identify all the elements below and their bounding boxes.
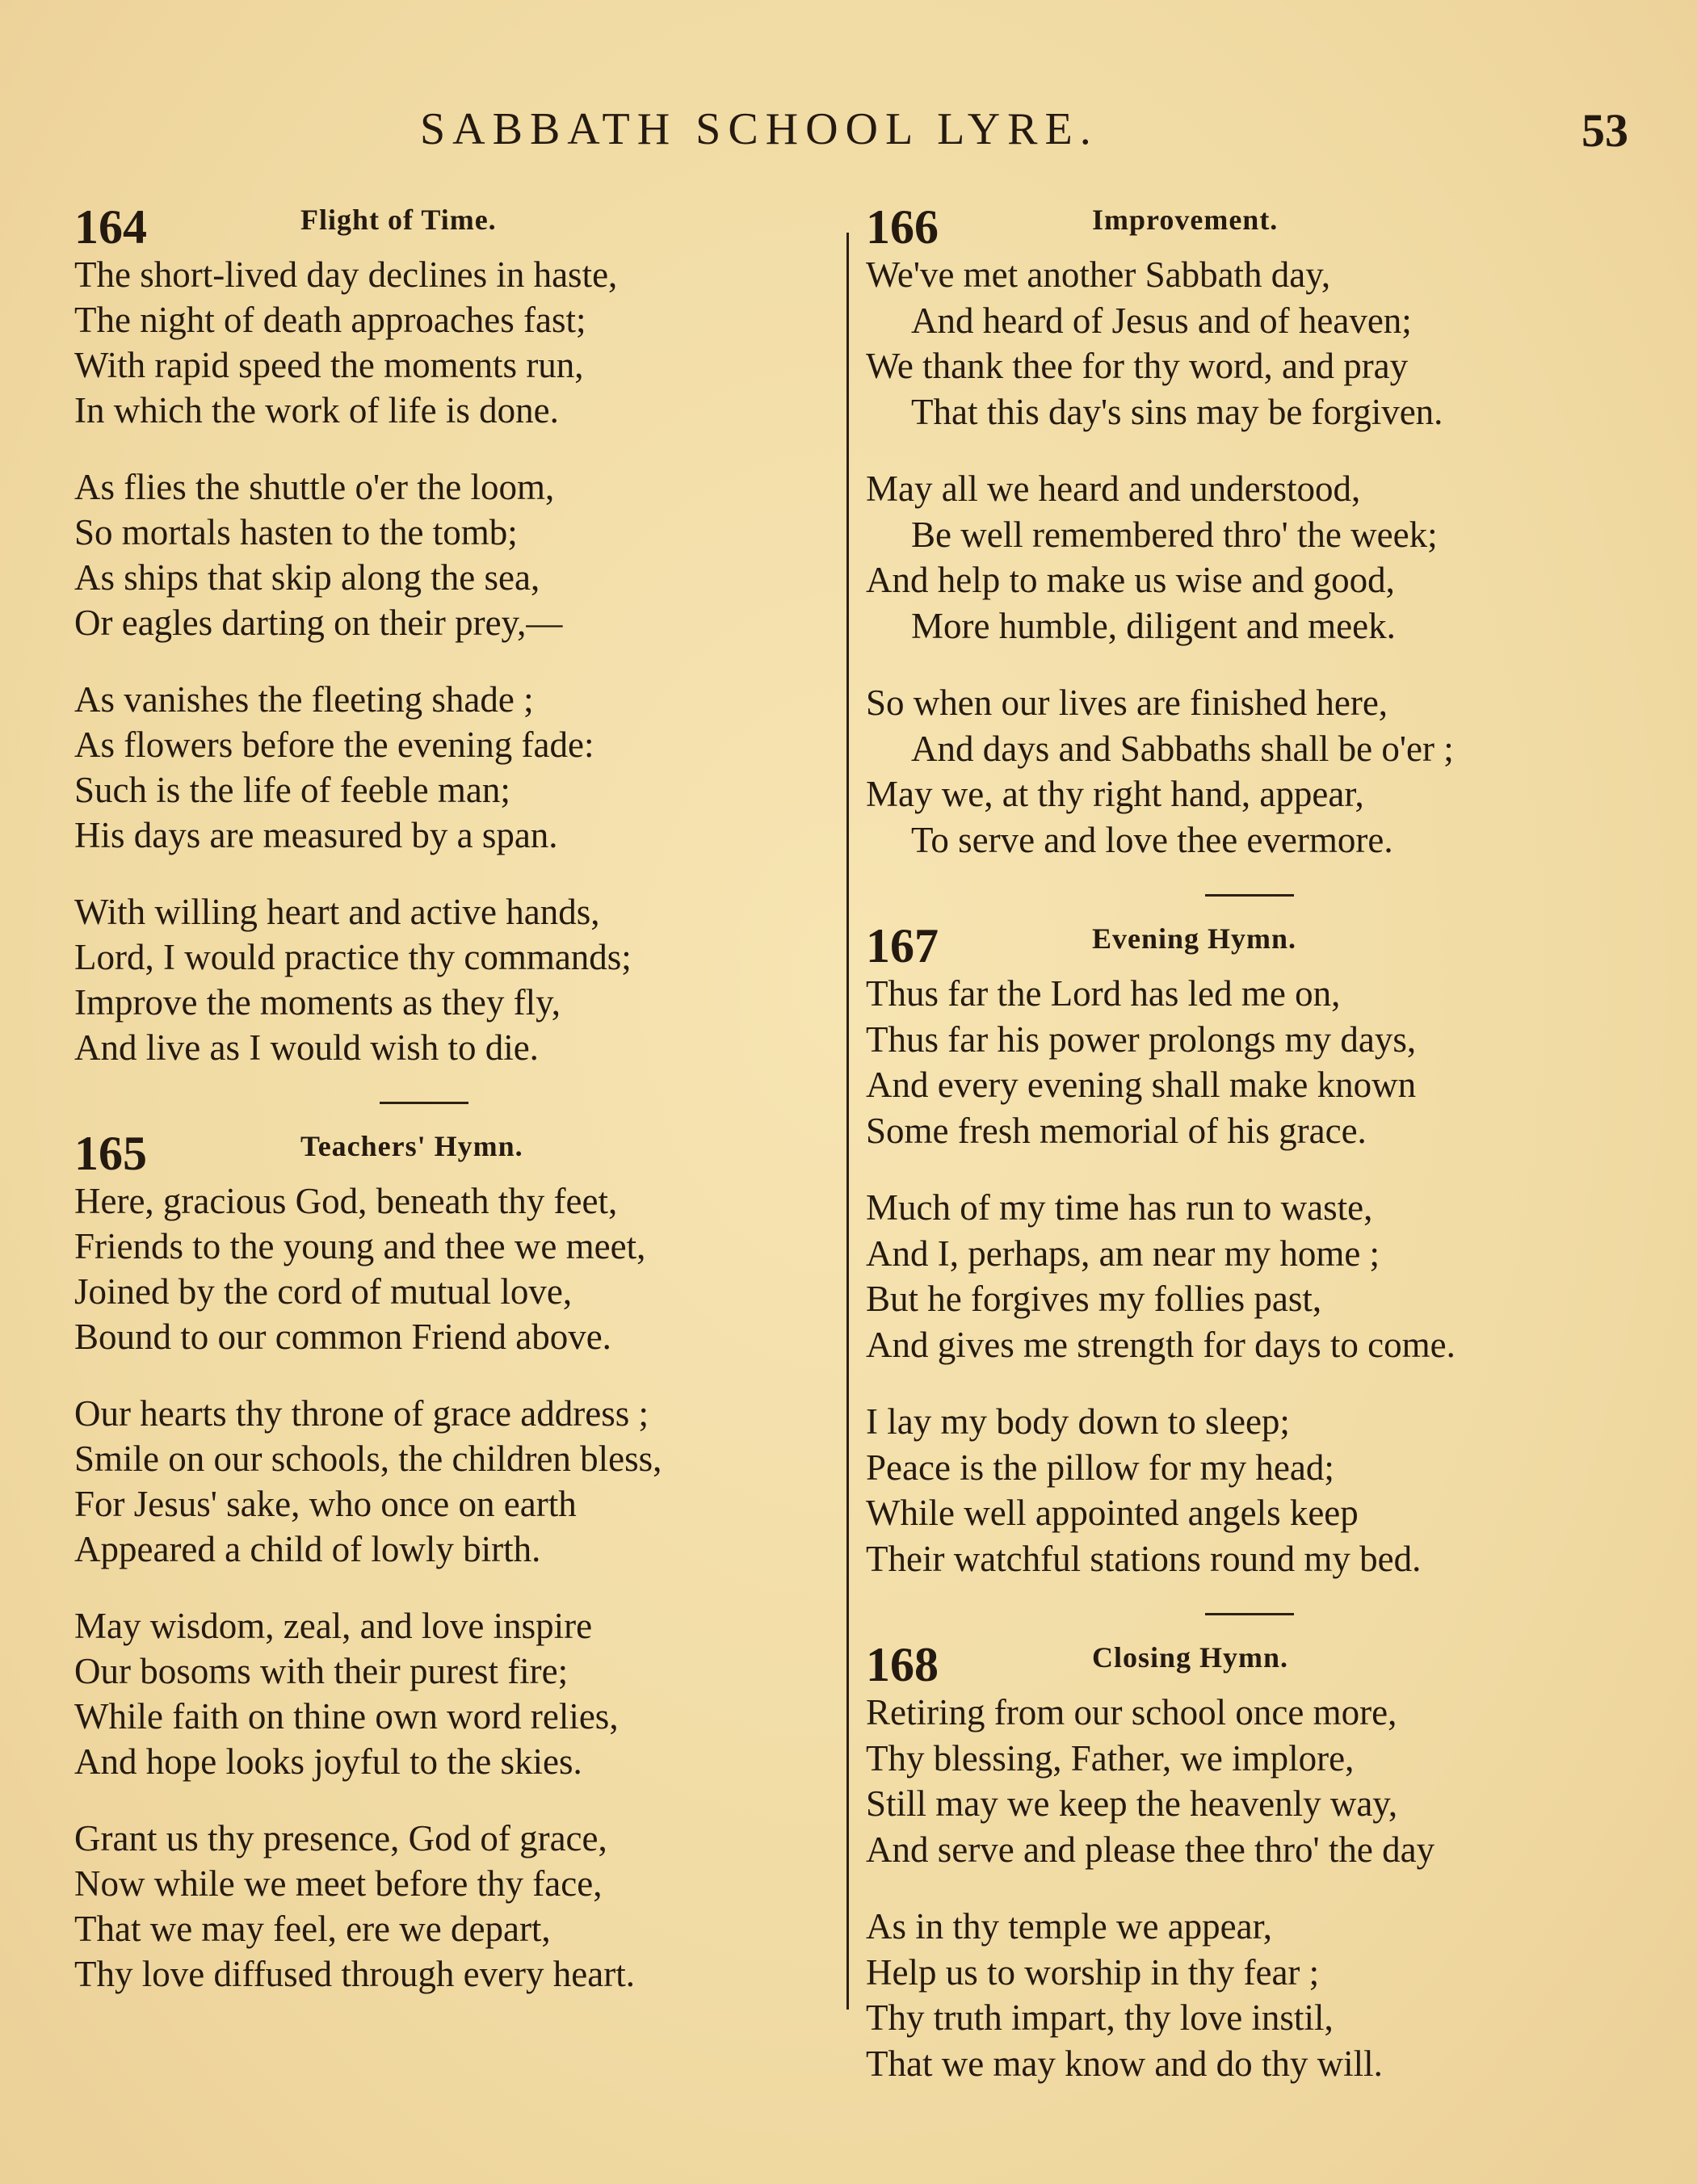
stanza: [74, 889, 850, 1070]
hymn-title: Improvement.: [1092, 204, 1279, 236]
verse-line: Such is the life of feeble man;: [74, 770, 510, 810]
verse-line: As vanishes the fleeting shade ;: [74, 679, 534, 720]
verse-line: Much of my time has run to waste,: [866, 1187, 1373, 1228]
verse-line: As ships that skip along the sea,: [74, 557, 540, 598]
verse-line: As flowers before the evening fade:: [74, 724, 594, 765]
verse-line: Smile on our schools, the children bless,: [74, 1438, 662, 1479]
verse-line: I lay my body down to sleep;: [866, 1401, 1290, 1442]
page-number: 53: [1581, 104, 1628, 157]
verse-line: Thus far the Lord has led me on,: [866, 973, 1341, 1014]
hymn-title: Flight of Time.: [300, 204, 497, 236]
hymn-title: Evening Hymn.: [1092, 922, 1297, 955]
hymn-heading: [74, 202, 850, 252]
verse-line: Now while we meet before thy face,: [74, 1863, 603, 1904]
hymn-title: Closing Hymn.: [1092, 1641, 1289, 1674]
stanza: [74, 677, 850, 858]
verse-line: Or eagles darting on their prey,—: [74, 603, 563, 643]
verse-line: His days are measured by a span.: [74, 815, 558, 855]
stanza: [74, 464, 850, 645]
verse-line: The night of death approaches fast;: [74, 300, 586, 340]
verse-line: May wisdom, zeal, and love inspire: [74, 1606, 593, 1646]
hymn-title: Teachers' Hymn.: [300, 1130, 523, 1162]
verse-line: Appeared a child of lowly birth.: [74, 1529, 541, 1569]
left-column: [74, 202, 850, 2028]
hymn-164: [74, 202, 850, 1070]
verse-line: Lord, I would practice thy commands;: [74, 937, 632, 977]
verse-line: That we may know and do thy will.: [866, 2043, 1383, 2084]
verse-line: That we may feel, ere we depart,: [74, 1909, 551, 1949]
stanza: [866, 680, 1641, 863]
verse-line: May all we heard and understood,: [866, 468, 1361, 509]
verse-line: In which the work of life is done.: [74, 390, 559, 430]
stanza: [866, 252, 1641, 435]
verse-line: While well appointed angels keep: [866, 1493, 1359, 1533]
section-rule: [1205, 894, 1294, 897]
verse-line: Thy truth impart, thy love instil,: [866, 1997, 1334, 2038]
verse-line: And serve and please thee thro' the day: [866, 1829, 1435, 1870]
verse-line: While faith on thine own word relies,: [74, 1696, 619, 1737]
verse-line: So when our lives are finished here,: [866, 682, 1388, 723]
verse-line: Improve the moments as they fly,: [74, 982, 561, 1023]
verse-line: Still may we keep the heavenly way,: [866, 1783, 1398, 1824]
verse-line: For Jesus' sake, who once on earth: [74, 1484, 577, 1524]
verse-line: Joined by the cord of mutual love,: [74, 1271, 573, 1312]
stanza: [866, 1690, 1641, 1872]
running-head: SABBATH SCHOOL LYRE.: [420, 104, 1098, 154]
verse-line: More humble, diligent and meek.: [911, 605, 1396, 646]
verse-line: Grant us thy presence, God of grace,: [74, 1818, 607, 1858]
verse-line: So mortals hasten to the tomb;: [74, 512, 518, 552]
verse-line: Thy love diffused through every heart.: [74, 1954, 635, 1994]
hymn-heading: [866, 921, 1641, 971]
verse-line: And heard of Jesus and of heaven;: [911, 300, 1412, 341]
verse-line: Our bosoms with their purest fire;: [74, 1651, 569, 1691]
verse-line: Peace is the pillow for my head;: [866, 1447, 1334, 1488]
verse-line: And help to make us wise and good,: [866, 560, 1395, 600]
hymn-number: 164: [74, 200, 147, 254]
verse-line: To serve and love thee evermore.: [911, 819, 1393, 860]
stanza: [866, 466, 1641, 649]
verse-line: May we, at thy right hand, appear,: [866, 774, 1364, 814]
hymn-168: [866, 1640, 1641, 2086]
stanza: [74, 252, 850, 433]
stanza: [74, 1178, 850, 1359]
verse-line: Their watchful stations round my bed.: [866, 1538, 1422, 1579]
verse-line: As flies the shuttle o'er the loom,: [74, 467, 555, 507]
verse-line: And days and Sabbaths shall be o'er ;: [911, 728, 1454, 769]
verse-line: We thank thee for thy word, and pray: [866, 346, 1409, 386]
stanza: [866, 1399, 1641, 1581]
verse-line: And gives me strength for days to come.: [866, 1324, 1455, 1365]
section-rule: [1205, 1613, 1294, 1615]
verse-line: And I, perhaps, am near my home ;: [866, 1233, 1380, 1274]
verse-line: But he forgives my follies past,: [866, 1279, 1322, 1319]
verse-line: Our hearts thy throne of grace address ;: [74, 1393, 649, 1434]
verse-line: Help us to worship in thy fear ;: [866, 1951, 1320, 1993]
verse-line: With rapid speed the moments run,: [74, 345, 584, 385]
stanza: [866, 1904, 1641, 2086]
stanza: [866, 971, 1641, 1153]
verse-line: Thy blessing, Father, we implore,: [866, 1737, 1355, 1779]
verse-line: And live as I would wish to die.: [74, 1027, 539, 1068]
verse-line: We've met another Sabbath day,: [866, 254, 1331, 295]
verse-line: Bound to our common Friend above.: [74, 1317, 611, 1357]
stanza: [866, 1185, 1641, 1367]
verse-line: Friends to the young and thee we meet,: [74, 1226, 646, 1266]
hymn-165: [74, 1128, 850, 1997]
section-rule: [380, 1102, 468, 1104]
stanza: [74, 1603, 850, 1784]
hymn-166: [866, 202, 1641, 863]
verse-line: Retiring from our school once more,: [866, 1692, 1397, 1732]
verse-line: Here, gracious God, beneath thy feet,: [74, 1181, 618, 1221]
verse-line: And every evening shall make known: [866, 1065, 1417, 1105]
verse-line: Some fresh memorial of his grace.: [866, 1110, 1367, 1151]
verse-line: And hope looks joyful to the skies.: [74, 1741, 582, 1782]
hymn-number: 167: [866, 919, 939, 972]
hymn-number: 166: [866, 200, 939, 254]
hymn-167: [866, 921, 1641, 1581]
hymn-number: 165: [74, 1127, 147, 1180]
stanza: [74, 1816, 850, 1997]
verse-line: Thus far his power prolongs my days,: [866, 1018, 1417, 1060]
right-column: [866, 202, 1641, 2118]
hymn-number: 168: [866, 1638, 939, 1691]
hymn-heading: [74, 1128, 850, 1178]
verse-line: As in thy temple we appear,: [866, 1906, 1273, 1947]
hymn-heading: [866, 202, 1641, 252]
verse-line: Be well remembered thro' the week;: [911, 514, 1438, 555]
hymn-heading: [866, 1640, 1641, 1690]
verse-line: With willing heart and active hands,: [74, 892, 600, 932]
verse-line: The short-lived day declines in haste,: [74, 254, 618, 295]
verse-line: That this day's sins may be forgiven.: [911, 391, 1443, 432]
stanza: [74, 1391, 850, 1572]
